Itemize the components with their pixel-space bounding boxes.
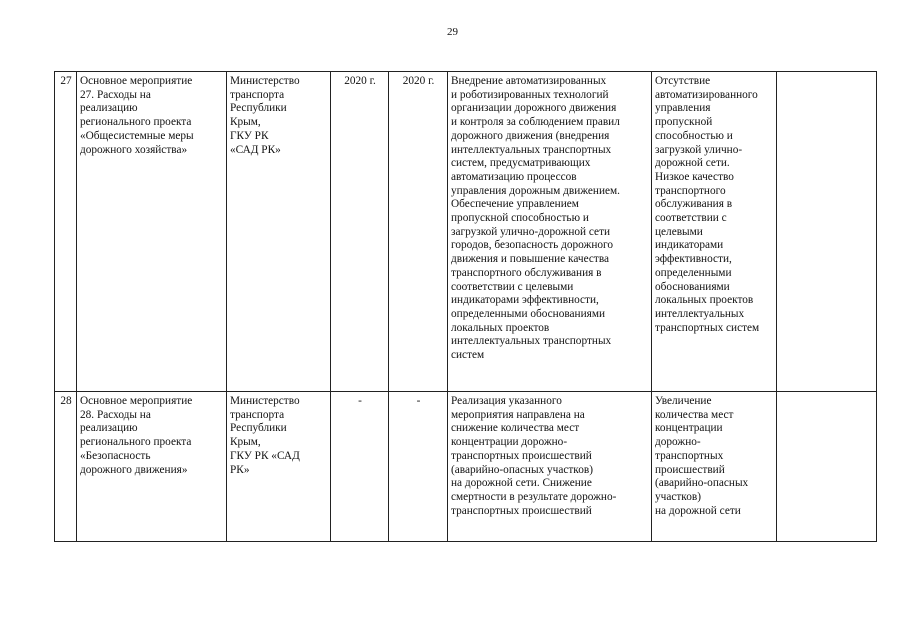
end-year: 2020 г. [389,72,448,392]
table-row [55,72,877,392]
related-indicators [777,72,877,392]
row-number: 28 [55,392,77,542]
measure-name: Основное мероприятие 28. Расходы на реализацию регионального проекта «Безопасность дорожного движения» [77,392,227,542]
row-number: 27 [55,72,77,392]
executor: Министерство транспорта Республики Крым, ГКУ РК «САД РК» [227,392,331,542]
start-year: - [331,392,389,542]
end-year: - [389,392,448,542]
related-indicators [777,392,877,542]
expected-result: Реализация указанного мероприятия направлена на снижение количества мест концентрации дорожно- транспортных происшествий (аварийно-опасных участков) на дорожной сети. Снижение смертности в результате дорожно- транспортных происшествий [448,392,652,542]
page-number: 29 [447,26,458,38]
non-implementation-consequence: Увеличение количества мест концентрации дорожно- транспортных происшествий (аварийно-опасных участков) на дорожной сети [652,392,777,542]
start-year: 2020 г. [331,72,389,392]
measures-table [54,71,877,542]
expected-result: Внедрение автоматизированных и роботизированных технологий организации дорожного движения и контроля за соблюдением правил дорожного движения (внедрения интеллектуальных транспортных систем, предусматривающих автоматизацию процессов управления дорожным движением. Обеспечение управлением пропускной способностью и загрузкой улично-дорожной сети городов, безопасность дорожного движения и повышение качества транспортного обслуживания в соответствии с целевыми индикаторами эффективности, определенными обоснованиями локальных проектов интеллектуальных транспортных систем [448,72,652,392]
executor: Министерство транспорта Республики Крым, ГКУ РК «САД РК» [227,72,331,392]
non-implementation-consequence: Отсутствие автоматизированного управления пропускной способностью и загрузкой улично- дорожной сети. Низкое качество транспортного обслуживания в соответствии с целевыми индикаторами эффективности, определенными обоснованиями локальных проектов интеллектуальных транспортных систем [652,72,777,392]
table-row [55,392,877,542]
measure-name: Основное мероприятие 27. Расходы на реализацию регионального проекта «Общесистемные меры дорожного хозяйства» [77,72,227,392]
